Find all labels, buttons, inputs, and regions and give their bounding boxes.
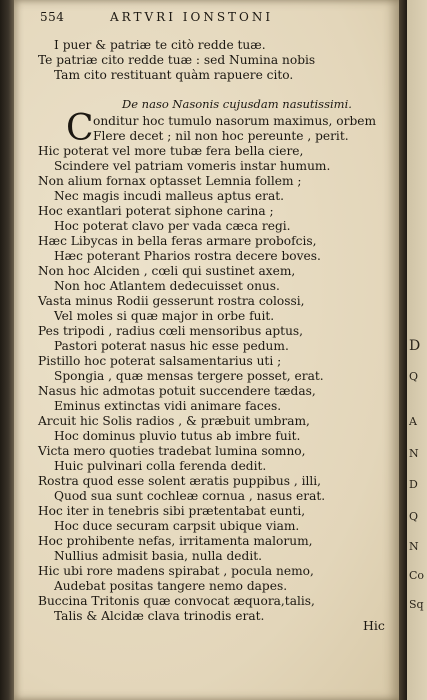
verse-line: Nec magis incudi malleus aptus erat. <box>54 189 285 203</box>
verse-line: Non hoc Atlantem dedecuisset onus. <box>54 279 280 293</box>
facing-page-letter: Q <box>409 510 419 523</box>
verse-line: Hoc iter in tenebris sibi prætentabat eunti, <box>38 504 306 518</box>
verse-line: Huic pulvinari colla ferenda dedit. <box>54 459 267 473</box>
facing-page-letter: Q <box>409 370 419 383</box>
verse-line: Eminus extinctas vidi animare faces. <box>54 399 282 413</box>
verse-line: Victa mero quoties tradebat lumina somno, <box>38 444 306 458</box>
verse-line: Hoc dominus pluvio tutus ab imbre fuit. <box>54 429 301 443</box>
verse-line: Talis & Alcidæ clava trinodis erat. <box>54 609 265 623</box>
verse-line: Scindere vel patriam vomeris instar humum. <box>54 159 331 173</box>
verse-line: Hic ubi rore madens spirabat , pocula nemo, <box>38 564 314 578</box>
verse-line: Non hoc Alciden , cœli qui sustinet axem, <box>38 264 296 278</box>
verse-line: Tam cito restituant quàm rapuere cito. <box>54 68 294 82</box>
facing-page-letter: Co <box>409 569 425 582</box>
verse-line: Hoc duce securam carpsit ubique viam. <box>54 519 300 533</box>
verse-line: Buccina Tritonis quæ convocat æquora,talis, <box>38 594 315 608</box>
verse-line: Hæc Libycas in bella feras armare probofcis, <box>38 234 317 248</box>
verse-line: Pistillo hoc poterat salsamentarius uti ; <box>38 354 282 368</box>
verse-line: Pes tripodi , radius cœli mensoribus aptus, <box>38 324 304 338</box>
verse-line: Rostra quod esse solent æratis puppibus , illi, <box>38 474 322 488</box>
book-page <box>14 0 399 700</box>
book-spine-shadow <box>0 0 14 700</box>
verse-line: I puer & patriæ te citò redde tuæ. <box>54 38 266 52</box>
facing-page-letter: A <box>409 415 417 428</box>
facing-page-edge <box>407 0 427 700</box>
page-header <box>40 10 383 30</box>
verse-line: Te patriæ cito redde tuæ : sed Numina nobis <box>38 53 316 67</box>
drop-cap: C <box>66 108 94 149</box>
book-gutter <box>399 0 407 700</box>
facing-page-letter: Sq <box>409 598 424 611</box>
poem-heading: De naso Nasonis cujusdam nasutissimi. <box>122 97 352 111</box>
facing-page-letter: D <box>409 478 418 491</box>
verse-line: Spongia , quæ mensas tergere posset, erat. <box>54 369 324 383</box>
verse-line: Audebat positas tangere nemo dapes. <box>54 579 288 593</box>
catchword: Hic <box>363 618 385 633</box>
verse-line: onditur hoc tumulo nasorum maximus, orbem <box>93 114 377 128</box>
verse-line: Hic poterat vel more tubæ fera bella ciere, <box>38 144 304 158</box>
verse-line: Arcuit hic Solis radios , & præbuit umbram, <box>38 414 310 428</box>
page-number: 554 <box>40 10 65 24</box>
verse-line: Vasta minus Rodii gesserunt rostra colossi, <box>38 294 305 308</box>
verse-line: Hoc exantlari poterat siphone carina ; <box>38 204 274 218</box>
verse-line: Quod sua sunt cochleæ cornua , nasus erat. <box>54 489 326 503</box>
facing-page-letter: N <box>409 540 419 553</box>
verse-line: Nullius admisit basia, nulla dedit. <box>54 549 262 563</box>
verse-line: Flere decet ; nil non hoc pereunte , perit. <box>93 129 349 143</box>
verse-line: Hoc poterat clavo per vada cæca regi. <box>54 219 291 233</box>
verse-line: Nasus hic admotas potuit succendere tædas, <box>38 384 316 398</box>
facing-page-letter: N <box>409 447 419 460</box>
verse-line: Hæc poterant Pharios rostra decere boves. <box>54 249 321 263</box>
running-head: ARTVRI IONSTONI <box>110 10 274 24</box>
facing-page-letter: D <box>409 338 421 354</box>
verse-line: Vel moles si quæ major in orbe fuit. <box>54 309 275 323</box>
verse-line: Hoc prohibente nefas, irritamenta malorum, <box>38 534 313 548</box>
verse-line: Non alium fornax optasset Lemnia follem ; <box>38 174 302 188</box>
verse-line: Pastori poterat nasus hic esse pedum. <box>54 339 289 353</box>
